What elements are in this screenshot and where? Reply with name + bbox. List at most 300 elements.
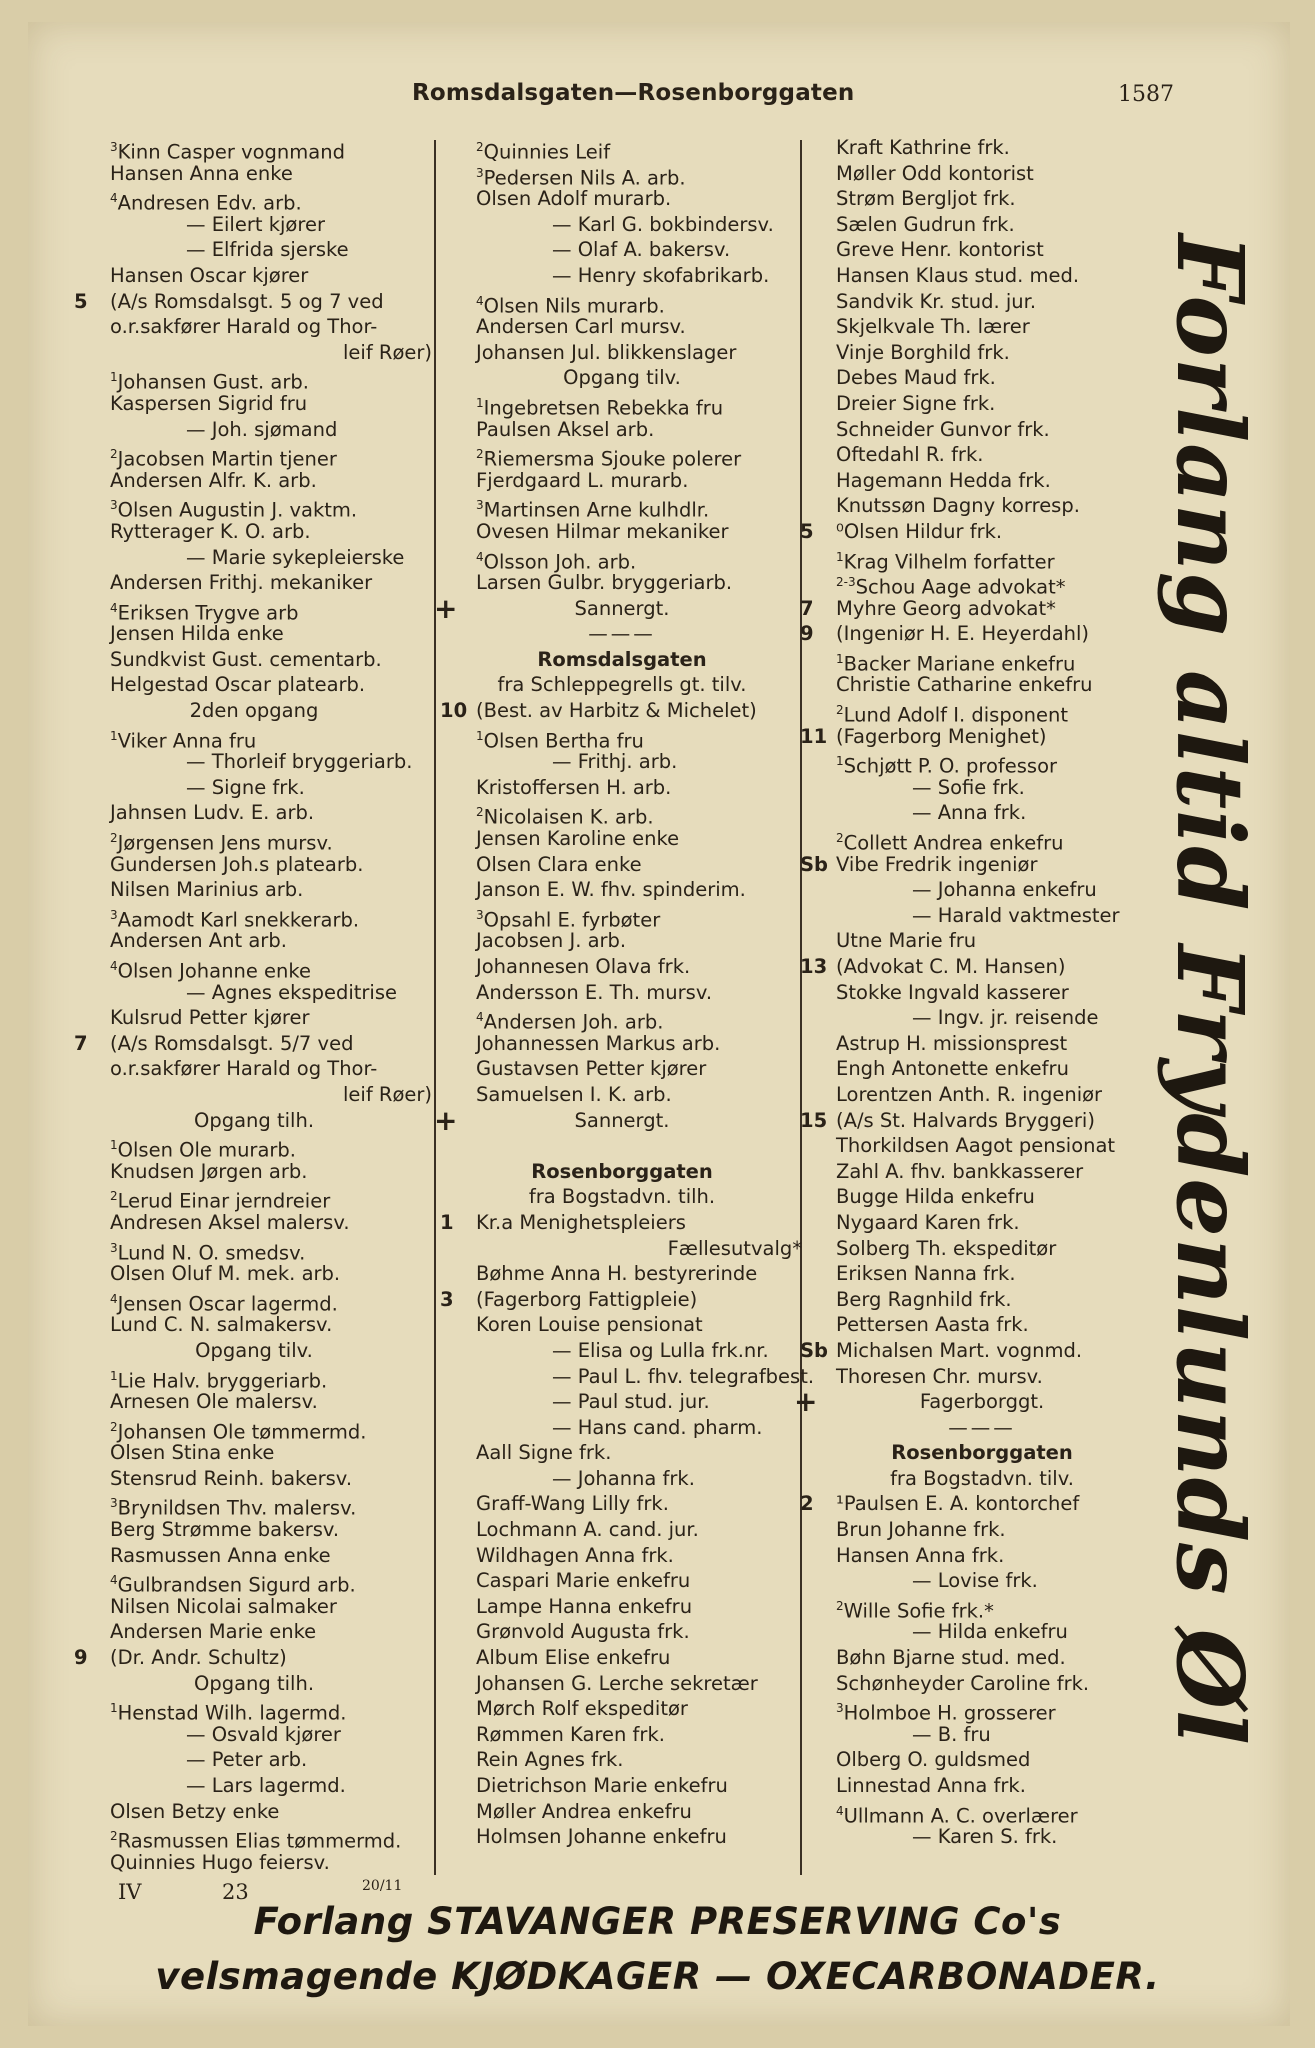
house-number: 11 <box>800 724 828 748</box>
resident-entry: — Elisa og Lulla frk.nr. <box>552 1338 769 1362</box>
resident-entry: Lochmann A. cand. jur. <box>476 1518 699 1542</box>
directory-entry <box>442 340 802 366</box>
directory-entry <box>802 1824 1162 1850</box>
directory-entry <box>802 1082 1162 1108</box>
directory-entry <box>442 1133 802 1159</box>
resident-entry: (A/s St. Halvards Bryggeri) <box>836 1108 1095 1132</box>
resident-name: Andresen Edv. arb. <box>117 191 302 215</box>
directory-entry <box>442 1389 802 1415</box>
directory-entry <box>442 1159 802 1185</box>
resident-entry: Koren Louise pensionat <box>476 1313 703 1337</box>
resident-entry: Vibe Fredrik ingeniør <box>836 852 1038 876</box>
resident-entry: Oftedahl R. frk. <box>836 443 984 467</box>
resident-entry: Greve Henr. kontorist <box>836 238 1044 262</box>
directory-entry <box>802 903 1162 929</box>
directory-entry <box>76 775 432 801</box>
resident-entry: Olsen Betzy enke <box>110 1799 280 1823</box>
house-number: 3 <box>440 1287 454 1311</box>
resident-entry: Larsen Gulbr. bryggeriarb. <box>476 571 733 595</box>
directory-entry <box>802 928 1162 954</box>
bottom-advertisement-line-2: velsmagende KJØDKAGER — OXECARBONADER. <box>155 1955 1160 1998</box>
resident-entry: Quinnies Hugo feiersv. <box>110 1850 330 1874</box>
resident-entry: Johannesen Olava frk. <box>476 955 691 978</box>
resident-entry: Kristoffersen H. arb. <box>476 775 672 799</box>
directory-entry <box>802 493 1162 519</box>
directory-entry <box>802 1236 1162 1262</box>
directory-entry <box>76 1056 432 1082</box>
resident-entry: Vinje Borghild frk. <box>836 340 1010 364</box>
resident-entry: Hansen Anna enke <box>110 161 293 185</box>
resident-entry: ⁰Olsen Hildur frk. <box>836 519 1003 543</box>
section-heading: fra Bogstadvn. tilv. <box>890 1466 1074 1490</box>
directory-entry <box>802 1773 1162 1799</box>
directory-entry <box>76 1364 432 1390</box>
resident-entry: Johannessen Markus arb. <box>476 1031 721 1055</box>
directory-entry <box>76 1261 432 1287</box>
floor-marker: 4 <box>110 1573 118 1588</box>
resident-name: Lund N. O. smedsv. <box>117 1241 306 1265</box>
resident-entry: — Karen S. frk. <box>912 1825 1058 1849</box>
directory-entry <box>802 340 1162 366</box>
resident-entry: Kraft Kathrine frk. <box>836 136 1010 159</box>
floor-marker: 2 <box>476 805 484 820</box>
resident-entry: Andersen Carl mursv. <box>476 315 686 339</box>
floor-marker: 3 <box>110 140 118 154</box>
floor-marker: 2 <box>476 140 484 154</box>
directory-entry <box>76 800 432 826</box>
section-heading: Rosenborggaten <box>531 1159 713 1183</box>
directory-entry <box>76 1287 432 1316</box>
directory-entry <box>802 1056 1162 1082</box>
resident-entry: Engh Antonette enkefru <box>836 1057 1069 1081</box>
section-heading: Opgang tilv. <box>563 366 681 390</box>
directory-entry <box>442 724 802 753</box>
resident-entry: Jahnsen Ludv. E. arb. <box>110 801 315 825</box>
resident-name: Schjøtt P. O. professor <box>843 754 1058 778</box>
floor-marker: 4 <box>110 600 118 615</box>
floor-marker: 2 <box>110 1419 118 1434</box>
directory-entry <box>802 1466 1162 1492</box>
floor-marker: 4 <box>110 1291 118 1306</box>
floor-marker: 2 <box>476 447 484 462</box>
directory-entry <box>76 1850 432 1876</box>
section-heading: Sannergt. <box>574 1108 670 1132</box>
resident-entry: Gustavsen Petter kjører <box>476 1057 707 1081</box>
directory-entry <box>802 1594 1162 1623</box>
directory-entry <box>442 289 802 318</box>
resident-entry: o.r.sakfører Harald og Thor- <box>110 1057 378 1081</box>
directory-entry <box>442 647 802 673</box>
resident-entry: Nygaard Karen frk. <box>836 1210 1020 1234</box>
floor-marker: 4 <box>110 959 118 973</box>
directory-entry <box>802 135 1162 161</box>
directory-entry <box>76 442 432 471</box>
resident-entry: (Fagerborg Menighet) <box>836 724 1047 748</box>
directory-entry <box>802 1568 1162 1594</box>
resident-entry: Kr.a Menighetspleiers <box>476 1210 686 1234</box>
directory-entry <box>76 1619 432 1645</box>
directory-entry <box>802 570 1162 599</box>
directory-entry <box>76 1005 432 1031</box>
resident-entry: Skjelkvale Th. lærer <box>836 315 1030 339</box>
resident-entry: Sandvik Kr. stud. jur. <box>836 289 1037 313</box>
directory-entry <box>76 212 432 238</box>
floor-marker: 4 <box>476 293 484 308</box>
directory-entry <box>802 698 1162 727</box>
resident-entry: Stokke Ingvald kasserer <box>836 980 1069 1004</box>
resident-entry: Jensen Hilda enke <box>110 622 284 646</box>
resident-entry: Jensen Karoline enke <box>476 827 680 851</box>
directory-entry <box>76 621 432 647</box>
directory-entry <box>76 980 432 1006</box>
floor-marker: 4 <box>476 549 484 564</box>
resident-entry: Rasmussen Anna enke <box>110 1543 331 1567</box>
directory-entry <box>76 1159 432 1185</box>
resident-entry: Rytterager K. O. arb. <box>110 519 311 543</box>
resident-entry: o.r.sakfører Harald og Thor- <box>110 315 378 339</box>
resident-entry: — Ingv. jr. reisende <box>912 1006 1099 1030</box>
resident-entry: — Hilda enkefru <box>912 1620 1068 1644</box>
resident-name: Andersen Joh. arb. <box>483 1010 664 1034</box>
directory-entry <box>802 1312 1162 1338</box>
house-number: Sb <box>800 1338 829 1362</box>
resident-entry: Nilsen Nicolai salmaker <box>110 1594 337 1618</box>
resident-name: Eriksen Trygve arb <box>117 601 299 625</box>
floor-marker: 2 <box>110 1829 118 1844</box>
directory-entry <box>76 1312 432 1338</box>
resident-entry: Thoresen Chr. mursv. <box>836 1364 1043 1388</box>
directory-entry <box>802 621 1162 647</box>
house-number: 9 <box>800 622 814 646</box>
resident-entry: — Lars lagermd. <box>186 1774 346 1797</box>
directory-entry <box>76 519 432 545</box>
signature-date: 20/11 <box>362 1878 403 1894</box>
directory-entry <box>442 186 802 212</box>
resident-entry: (Advokat C. M. Hansen) <box>836 955 1066 978</box>
resident-entry: leif Røer) <box>343 340 432 364</box>
directory-entry <box>76 1108 432 1134</box>
resident-entry: Knutssøn Dagny korresp. <box>836 494 1080 518</box>
directory-entry <box>442 1261 802 1287</box>
directory-entry <box>442 365 802 391</box>
resident-name: Jørgensen Jens mursv. <box>117 831 333 855</box>
directory-entry <box>802 1645 1162 1671</box>
directory-entry <box>442 1005 802 1034</box>
cross-street-marker: + <box>434 1103 458 1137</box>
resident-entry: Andersen Ant arb. <box>110 929 287 953</box>
directory-entry <box>442 570 802 596</box>
resident-name: Opsahl E. fyrbøter <box>483 908 661 932</box>
directory-entry <box>802 161 1162 187</box>
directory-entry <box>442 1773 802 1799</box>
house-number: 5 <box>74 289 88 313</box>
directory-entry <box>442 800 802 829</box>
directory-entry <box>442 314 802 340</box>
resident-entry: Lorentzen Anth. R. ingeniør <box>836 1082 1103 1106</box>
floor-marker: 3 <box>476 907 484 922</box>
house-number: 7 <box>74 1031 88 1055</box>
resident-entry: Wildhagen Anna frk. <box>476 1543 674 1567</box>
directory-entry <box>794 1385 1162 1419</box>
directory-entry <box>802 1133 1162 1159</box>
resident-name: Ullmann A. C. overlærer <box>843 1804 1078 1828</box>
resident-entry: ¹Paulsen E. A. kontorchef <box>836 1492 1080 1516</box>
resident-entry: Andersson E. Th. mursv. <box>476 980 713 1004</box>
directory-entry <box>76 135 432 164</box>
directory-entry <box>76 903 432 932</box>
resident-entry: Berg Ragnhild frk. <box>836 1287 1012 1311</box>
directory-entry <box>76 1671 432 1697</box>
directory-entry <box>802 1722 1162 1748</box>
resident-entry: (Fagerborg Fattigpleie) <box>476 1287 698 1311</box>
resident-entry: — Peter arb. <box>186 1748 308 1772</box>
page-number: 1587 <box>1118 82 1174 107</box>
side-advertisement <box>1150 234 1270 1746</box>
resident-name: Riemersma Sjouke polerer <box>483 447 742 471</box>
directory-entry <box>76 468 432 494</box>
directory-entry <box>76 1799 432 1825</box>
resident-entry: — Paul stud. jur. <box>552 1390 710 1414</box>
resident-entry: Caspari Marie enkefru <box>476 1569 691 1593</box>
house-number: 5 <box>800 519 814 543</box>
directory-entry <box>802 672 1162 698</box>
resident-entry: Bugge Hilda enkefru <box>836 1185 1035 1209</box>
resident-name: Gulbrandsen Sigurd arb. <box>117 1573 356 1597</box>
directory-entry <box>76 545 432 571</box>
resident-entry: Michalsen Mart. vognmd. <box>836 1338 1083 1362</box>
directory-entry <box>76 928 432 954</box>
directory-entry <box>76 161 432 187</box>
directory-entry <box>76 289 432 315</box>
resident-entry: — Anna frk. <box>912 801 1027 825</box>
resident-entry: Hansen Oscar kjører <box>110 263 309 287</box>
floor-marker: 4 <box>836 1803 844 1818</box>
directory-entry <box>802 365 1162 391</box>
resident-name: Backer Mariane enkefru <box>843 652 1076 676</box>
resident-entry: Lampe Hanna enkefru <box>476 1594 693 1618</box>
resident-name: Holmboe H. grosserer <box>843 1701 1056 1725</box>
directory-entry <box>76 1491 432 1520</box>
directory-entry <box>442 1722 802 1748</box>
house-number: Sb <box>800 852 829 876</box>
resident-entry: Arnesen Ole malersv. <box>110 1390 318 1414</box>
resident-entry: Nilsen Marinius arb. <box>110 878 304 902</box>
resident-entry: Myhre Georg advokat* <box>836 596 1056 620</box>
resident-entry: Olsen Oluf M. mek. arb. <box>110 1262 341 1286</box>
resident-entry: Fællesutvalg* <box>667 1236 802 1260</box>
resident-entry: Olberg O. guldsmed <box>836 1748 1031 1772</box>
directory-entry <box>802 237 1162 263</box>
resident-name: Lund Adolf I. disponent <box>843 703 1069 727</box>
resident-entry: Solberg Th. ekspeditør <box>836 1236 1057 1260</box>
house-number: 15 <box>800 1108 828 1132</box>
directory-entry <box>434 1103 802 1137</box>
directory-entry <box>76 852 432 878</box>
directory-entry <box>802 545 1162 571</box>
resident-entry: — Frithj. arb. <box>552 750 678 774</box>
resident-entry: Thorkildsen Aagot pensionat <box>836 1134 1116 1158</box>
resident-entry: (A/s Romsdalsgt. 5 og 7 ved <box>110 289 384 313</box>
directory-entry <box>76 724 432 753</box>
resident-entry: Jacobsen J. arb. <box>476 929 627 953</box>
directory-entry <box>76 417 432 443</box>
directory-entry <box>76 1543 432 1569</box>
cross-street-marker: + <box>794 1385 818 1419</box>
directory-entry <box>76 391 432 417</box>
directory-entry <box>76 340 432 366</box>
resident-entry: Ovesen Hilmar mekaniker <box>476 519 729 543</box>
floor-marker: 2 <box>110 1189 118 1204</box>
resident-entry: Rømmen Karen frk. <box>476 1722 665 1746</box>
resident-name: Olsen Ole murarb. <box>117 1138 296 1162</box>
section-heading: fra Schleppegrells gt. tilv. <box>497 673 747 697</box>
directory-entry <box>802 596 1162 622</box>
directory-entry <box>442 1799 802 1825</box>
resident-entry: — Eilert kjører <box>186 212 325 236</box>
resident-entry: Linnestad Anna frk. <box>836 1774 1026 1797</box>
floor-marker: 3 <box>836 1701 844 1716</box>
resident-name: Rasmussen Elias tømmermd. <box>117 1829 402 1853</box>
resident-name: Johansen Gust. arb. <box>117 370 309 394</box>
directory-entry <box>76 698 432 724</box>
resident-entry: — Thorleif bryggeriarb. <box>186 750 413 774</box>
directory-entry <box>802 1696 1162 1725</box>
resident-name: Krag Vilhelm forfatter <box>843 550 1055 573</box>
directory-entry <box>442 545 802 571</box>
resident-name: Pedersen Nils A. arb. <box>483 166 686 190</box>
resident-name: Johansen Ole tømmermd. <box>117 1420 367 1444</box>
resident-entry: Christie Catharine enkefru <box>836 673 1093 697</box>
directory-entry <box>442 1082 802 1108</box>
directory-entry <box>76 1031 432 1057</box>
directory-entry <box>76 1824 432 1853</box>
resident-entry: — Marie sykepleierske <box>186 545 405 569</box>
floor-marker: 1 <box>110 1701 118 1716</box>
resident-entry: Dietrichson Marie enkefru <box>476 1774 728 1797</box>
resident-entry: — Johanna frk. <box>552 1466 695 1490</box>
resident-entry: — Karl G. bokbindersv. <box>552 212 774 236</box>
column-rule-left <box>434 140 436 1875</box>
directory-entry <box>76 1466 432 1492</box>
resident-entry: — Lovise frk. <box>912 1569 1038 1593</box>
directory-entry <box>442 263 802 289</box>
directory-entry <box>442 519 802 545</box>
directory-entry <box>76 570 432 596</box>
cross-street-marker: + <box>434 591 458 625</box>
resident-name: Nicolaisen K. arb. <box>483 805 654 829</box>
floor-marker: 1 <box>836 651 844 666</box>
resident-entry: Gundersen Joh.s platearb. <box>110 852 364 876</box>
directory-entry <box>76 1722 432 1748</box>
resident-entry: — Signe frk. <box>186 775 305 799</box>
directory-entry <box>802 1261 1162 1287</box>
directory-entry <box>802 1159 1162 1185</box>
directory-entry <box>76 1184 432 1213</box>
directory-entry <box>76 314 432 340</box>
directory-entry <box>76 1389 432 1415</box>
directory-entry <box>442 1312 802 1338</box>
directory-entry <box>802 1005 1162 1031</box>
resident-name: Olsen Johanne enke <box>117 959 311 983</box>
directory-entry <box>802 186 1162 212</box>
resident-entry: Strøm Bergljot frk. <box>836 187 1016 211</box>
directory-entry <box>802 1671 1162 1697</box>
directory-entry <box>802 1747 1162 1773</box>
directory-entry <box>76 1594 432 1620</box>
resident-name: Olsen Bertha fru <box>483 729 644 753</box>
directory-entry <box>442 826 802 852</box>
floor-marker: 1 <box>476 728 484 743</box>
resident-entry: — Elfrida sjerske <box>186 238 349 262</box>
directory-entry <box>802 1184 1162 1210</box>
resident-name: Jensen Oscar lagermd. <box>117 1292 338 1316</box>
directory-entry <box>442 749 802 775</box>
directory-entry <box>442 1466 802 1492</box>
resident-entry: Fjerdgaard L. murarb. <box>476 468 689 492</box>
resident-entry: Brun Johanne frk. <box>836 1518 1006 1542</box>
directory-entry <box>442 161 802 190</box>
floor-marker: 1 <box>110 728 118 743</box>
resident-entry: Andersen Marie enke <box>110 1620 317 1644</box>
resident-entry: (Ingeniør H. E. Heyerdahl) <box>836 622 1090 646</box>
running-head: Romsdalsgaten—Rosenborggaten <box>412 80 855 106</box>
directory-entry <box>802 1338 1162 1364</box>
directory-entry <box>802 1517 1162 1543</box>
directory-entry <box>76 749 432 775</box>
directory-entry <box>442 442 802 471</box>
directory-entry <box>76 1773 432 1799</box>
floor-marker: 2 <box>110 447 118 462</box>
floor-marker: 1 <box>836 549 844 564</box>
directory-entry <box>76 1338 432 1364</box>
directory-entry <box>442 1696 802 1722</box>
floor-marker: 1 <box>836 754 844 769</box>
directory-entry <box>442 852 802 878</box>
resident-entry: Graff-Wang Lilly frk. <box>476 1492 669 1516</box>
directory-entry <box>442 391 802 420</box>
signature-number: 23 <box>222 1880 249 1904</box>
directory-entry <box>802 1287 1162 1313</box>
directory-entry <box>802 1031 1162 1057</box>
floor-marker: 1 <box>110 1138 118 1153</box>
resident-entry: Olsen Clara enke <box>476 852 642 876</box>
resident-entry: Sundkvist Gust. cementarb. <box>110 647 382 671</box>
directory-entry <box>76 1696 432 1725</box>
directory-entry <box>76 1082 432 1108</box>
resident-entry: Schønheyder Caroline frk. <box>836 1671 1090 1695</box>
directory-entry <box>442 877 802 903</box>
directory-entry <box>442 1056 802 1082</box>
directory-entry <box>442 1440 802 1466</box>
resident-name: Lerud Einar jerndreier <box>117 1189 331 1213</box>
resident-name: Brynildsen Thv. malersv. <box>117 1496 357 1520</box>
section-heading: ——— <box>588 622 656 646</box>
floor-marker: 3 <box>110 498 118 513</box>
resident-name: Aamodt Karl snekkerarb. <box>117 908 360 932</box>
floor-marker: 4 <box>476 1010 484 1025</box>
resident-name: Olsen Augustin J. vaktm. <box>117 498 358 522</box>
floor-marker: 3 <box>110 907 118 922</box>
directory-entry <box>76 365 432 394</box>
resident-name: Kinn Casper vognmand <box>117 140 345 164</box>
resident-entry: — Paul L. fhv. telegrafbest. <box>552 1364 815 1388</box>
directory-entry <box>442 980 802 1006</box>
page-header <box>0 60 1315 107</box>
resident-entry: Lund C. N. salmakersv. <box>110 1313 333 1337</box>
directory-entry <box>802 800 1162 826</box>
resident-entry: Kulsrud Petter kjører <box>110 1006 310 1030</box>
directory-entry <box>802 263 1162 289</box>
